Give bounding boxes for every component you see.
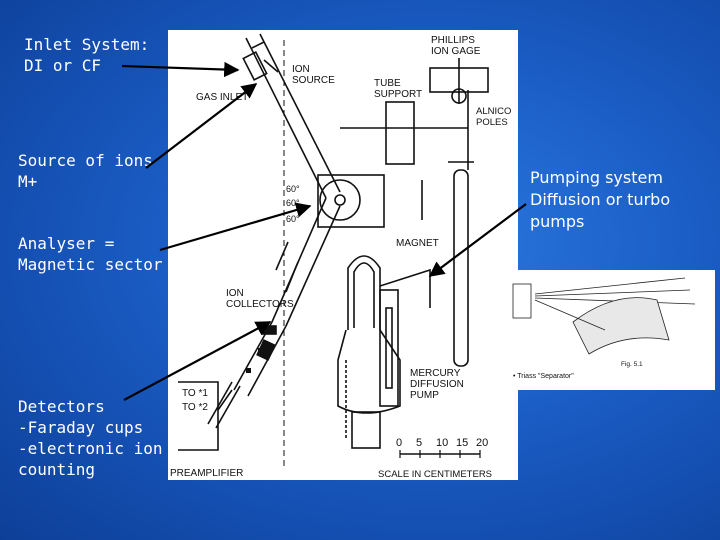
analyser-arrow <box>160 206 310 250</box>
scale-tick-label: 20 <box>476 437 489 449</box>
detectors-label: Detectors -Faraday cups -electronic ion counting <box>18 397 163 479</box>
inlet-arrow <box>122 66 238 70</box>
ion-collectors-text: ION COLLECTORS <box>226 288 294 310</box>
scale-tick-label: 5 <box>416 437 423 449</box>
ion-source-text: ION SOURCE <box>292 64 335 86</box>
angle-label-3: 60° <box>286 214 300 224</box>
ion-source-label: Source of ions M+ <box>18 151 153 191</box>
scale-caption: SCALE IN CENTIMETERS <box>378 469 493 480</box>
to-2-text: TO *2 <box>182 402 208 413</box>
phillips-ion-gage-text: PHILLIPS ION GAGE <box>431 35 481 57</box>
alnico-poles-text: ALNICO POLES <box>476 106 512 128</box>
tube-support-text: TUBE SUPPORT <box>374 78 423 100</box>
pumping-system-label: Pumping system Diffusion or turbo pumps <box>530 168 671 231</box>
analyser-label: Analyser = Magnetic sector <box>18 234 163 274</box>
angle-label-2: 60° <box>286 198 300 208</box>
magnet-text: MAGNET <box>396 238 439 249</box>
inlet-system-label: Inlet System: DI or CF <box>24 35 150 75</box>
inset-fig-label: Fig. 5.1 <box>621 361 643 368</box>
pump-arrow <box>430 204 526 276</box>
scale-tick-label: 0 <box>396 437 403 449</box>
mercury-diffusion-pump-text: MERCURY DIFFUSION PUMP <box>410 368 464 401</box>
detector-arrow <box>124 322 270 400</box>
inset-caption: • Triass "Separator" <box>513 373 574 380</box>
preamplifier-text: PREAMPLIFIER <box>170 468 244 479</box>
scale-tick-label: 15 <box>456 437 469 449</box>
source-arrow <box>146 84 256 168</box>
to-1-text: TO *1 <box>182 388 208 399</box>
gas-inlet-text: GAS INLET <box>196 92 249 103</box>
scale-tick-label: 10 <box>436 437 449 449</box>
angle-label-1: 60° <box>286 184 300 194</box>
